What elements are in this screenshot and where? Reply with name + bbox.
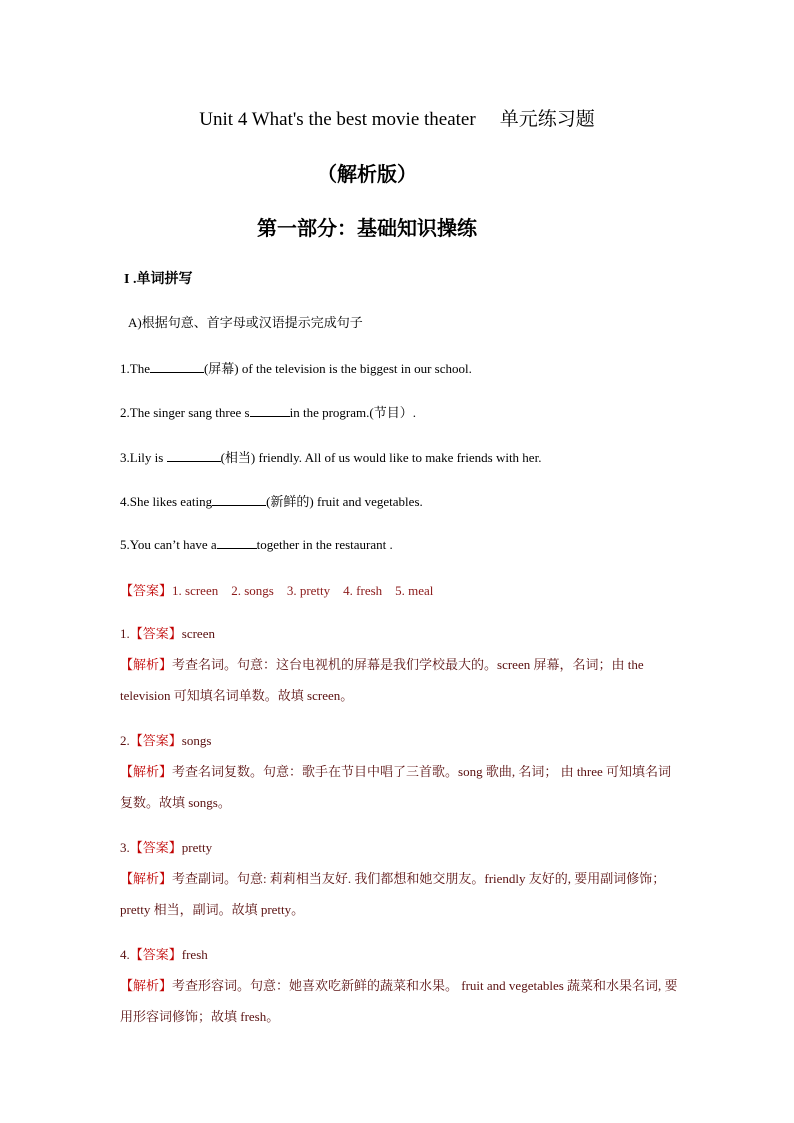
answer-summary: 【答案】1. screen 2. songs 3. pretty 4. fresh 5. meal (120, 583, 434, 598)
question-3: 3.Lily is (相当) friendly. All of us would like to make friends with her. (120, 450, 542, 465)
answer-blank (150, 360, 204, 373)
question-2: 2.The singer sang three s in the program.(节目）. (120, 405, 416, 420)
explanation-analysis: 【解析】考查形容词。句意：她喜欢吃新鲜的蔬菜和水果。 fruit and vegetables 蔬菜和水果名词, 要用形容词修饰；故填 fresh。 (120, 978, 678, 1024)
explanation-analysis: 【解析】考查副词。句意: 莉莉相当友好. 我们都想和她交朋友。friendly 友好的, 要用副词修饰；pretty 相当，副词。故填 pretty。 (120, 871, 666, 917)
title-english: Unit 4 What's the best movie theater (199, 109, 476, 130)
explanation-answer: 4.【答案】fresh (120, 947, 208, 962)
part-heading: 第一部分：基础知识操练 (257, 218, 477, 240)
explanation-analysis: 【解析】考查名词复数。句意：歌手在节目中唱了三首歌。song 歌曲, 名词； 由 three 可知填名词复数。故填 songs。 (120, 764, 672, 810)
answer-blank (212, 493, 266, 506)
answer-blank (250, 404, 290, 417)
explanation-2 (120, 725, 680, 818)
explanation-1 (120, 618, 680, 711)
document-title (0, 104, 794, 131)
explanation-4 (120, 939, 680, 1032)
explanation-3 (120, 832, 680, 925)
explanation-analysis: 【解析】考查名词。句意：这台电视机的屏幕是我们学校最大的。screen 屏幕，名词；由 the television 可知填名词单数。故填 screen。 (120, 657, 644, 703)
document-subtitle: （解析版） (317, 164, 417, 186)
title-chinese: 单元练习题 (499, 109, 595, 130)
section-heading: I .单词拼写 (124, 272, 193, 287)
explanation-answer: 2.【答案】songs (120, 733, 212, 748)
answer-blank (167, 449, 221, 462)
explanation-answer: 3.【答案】pretty (120, 840, 213, 855)
section-instruction: A)根据句意、首字母或汉语提示完成句子 (128, 315, 363, 330)
question-4: 4.She likes eating (新鲜的) fruit and vegetables. (120, 494, 423, 509)
question-5: 5.You can’t have a together in the restaurant . (120, 537, 393, 552)
answer-blank (217, 536, 257, 549)
explanation-answer: 1.【答案】screen (120, 626, 215, 641)
question-1: 1.The (屏幕) of the television is the biggest in our school. (120, 361, 472, 376)
